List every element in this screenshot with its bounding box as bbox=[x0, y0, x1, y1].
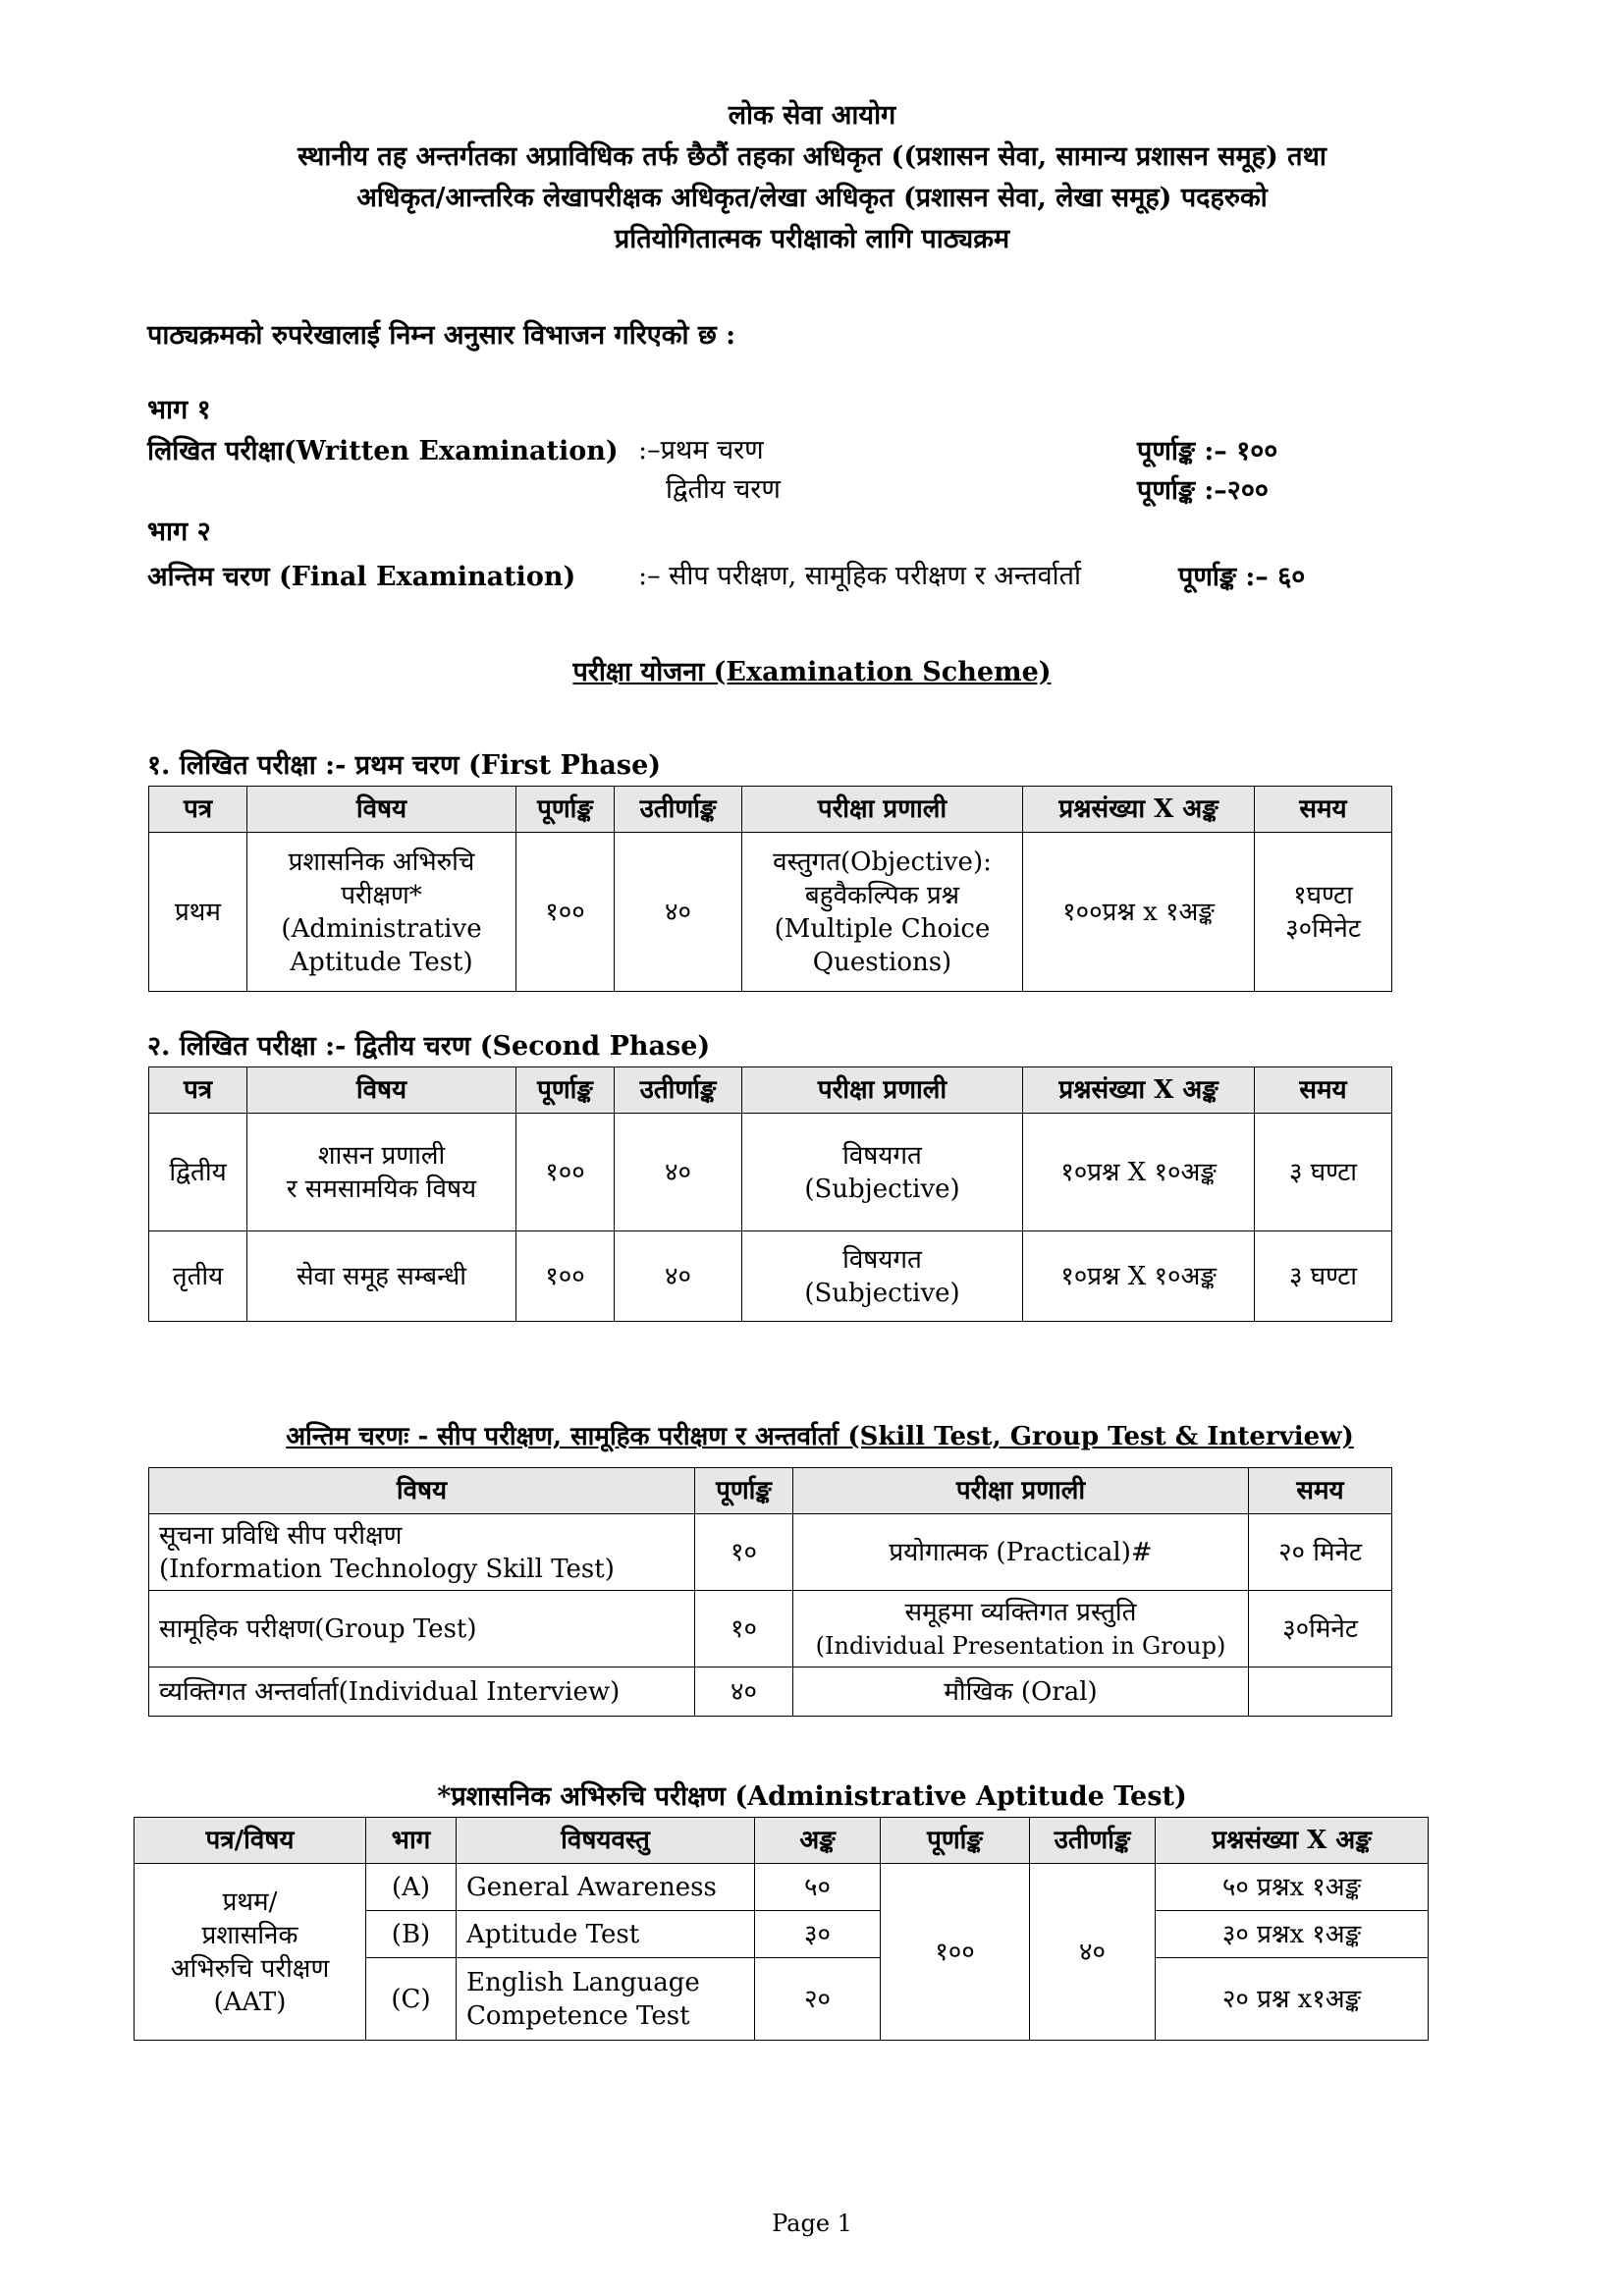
col-header: परीक्षा प्रणाली bbox=[793, 1468, 1249, 1514]
col-header: समय bbox=[1255, 787, 1392, 833]
subject-line: (Administrative bbox=[281, 913, 482, 944]
col-header: विषयवस्तु bbox=[457, 1818, 755, 1864]
time-cell: २० मिनेट bbox=[1249, 1514, 1392, 1591]
subject-line: (Information Technology Skill Test) bbox=[159, 1554, 615, 1584]
first-phase-heading: १. लिखित परीक्षा :- प्रथम चरण (First Phase) bbox=[147, 750, 662, 781]
content-line: English Language bbox=[466, 1967, 700, 1997]
content-cell: General Awareness bbox=[457, 1864, 755, 1911]
aat-heading: *प्रशासनिक अभिरुचि परीक्षण (Administrative Aptitude Test) bbox=[437, 1781, 1187, 1812]
paper-line: प्रथम/ bbox=[222, 1886, 278, 1917]
time-line: ३०मिनेट bbox=[1285, 913, 1361, 944]
table-row bbox=[149, 1231, 1392, 1322]
part2-heading: भाग २ bbox=[147, 517, 211, 547]
method-line: विषयगत bbox=[842, 1244, 922, 1275]
col-header: प्रश्नसंख्या X अङ्क bbox=[1156, 1818, 1429, 1864]
subject-line: परीक्षण* bbox=[341, 880, 422, 910]
method-cell: प्रयोगात्मक (Practical)# bbox=[793, 1514, 1249, 1591]
content-cell: Aptitude Test bbox=[457, 1911, 755, 1958]
marks-cell: ३० bbox=[755, 1911, 881, 1958]
col-header: अङ्क bbox=[755, 1818, 881, 1864]
pass-marks-cell: ४० bbox=[615, 1231, 742, 1322]
full-marks-cell: १० bbox=[695, 1514, 793, 1591]
col-header: पूर्णाङ्क bbox=[516, 1067, 615, 1114]
header-line-4: प्रतियोगितात्मक परीक्षाको लागि पाठ्यक्रम bbox=[614, 224, 1010, 254]
scheme-title: परीक्षा योजना (Examination Scheme) bbox=[572, 657, 1052, 687]
subject-line: शासन प्रणाली bbox=[317, 1140, 446, 1171]
col-header: विषय bbox=[149, 1468, 695, 1514]
subject-cell: सेवा समूह सम्बन्धी bbox=[247, 1231, 516, 1322]
question-marks-cell: १०प्रश्न X १०अङ्क bbox=[1023, 1114, 1255, 1231]
col-header: पत्र/विषय bbox=[135, 1818, 366, 1864]
method-cell bbox=[793, 1591, 1249, 1667]
table-row bbox=[149, 1667, 1392, 1717]
method-line: Questions) bbox=[812, 947, 952, 977]
paper-cell: तृतीय bbox=[149, 1231, 247, 1322]
full-marks-cell: १०० bbox=[881, 1864, 1030, 2041]
method-cell: मौखिक (Oral) bbox=[793, 1667, 1249, 1717]
method-line: समूहमा व्यक्तिगत प्रस्तुति bbox=[904, 1597, 1137, 1627]
question-marks-cell: १०प्रश्न X १०अङ्क bbox=[1023, 1231, 1255, 1322]
paper-line: अभिरुचि परीक्षण bbox=[170, 1953, 330, 1984]
question-marks-cell: ५० प्रश्नx १अङ्क bbox=[1156, 1864, 1429, 1911]
time-cell bbox=[1255, 833, 1392, 992]
full-marks-cell: १०० bbox=[516, 833, 615, 992]
col-header: प्रश्नसंख्या X अङ्क bbox=[1023, 1067, 1255, 1114]
question-marks-cell: २० प्रश्न x१अङ्क bbox=[1156, 1958, 1429, 2041]
table-row bbox=[135, 1864, 1429, 1911]
header-line-3: अधिकृत/आन्तरिक लेखापरीक्षक अधिकृत/लेखा अधिकृत (प्रशासन सेवा, लेखा समूह) पदहरुको bbox=[356, 183, 1268, 213]
method-line: बहुवैकल्पिक प्रश्न bbox=[804, 880, 960, 910]
col-header: समय bbox=[1249, 1468, 1392, 1514]
col-header: प्रश्नसंख्या X अङ्क bbox=[1023, 787, 1255, 833]
table-row bbox=[149, 1114, 1392, 1231]
part2-marks: पूर्णाङ्क :– ६० bbox=[1178, 562, 1306, 592]
table-row bbox=[149, 1514, 1392, 1591]
paper-cell: प्रथम bbox=[149, 833, 247, 992]
part-cell: (B) bbox=[366, 1911, 457, 1958]
marks-cell: २० bbox=[755, 1958, 881, 2041]
col-header: विषय bbox=[247, 1067, 516, 1114]
col-header: विषय bbox=[247, 787, 516, 833]
time-cell: ३ घण्टा bbox=[1255, 1231, 1392, 1322]
full-marks-cell: १० bbox=[695, 1591, 793, 1667]
col-header: पत्र bbox=[149, 1067, 247, 1114]
pass-marks-cell: ४० bbox=[1030, 1864, 1156, 2041]
col-header: परीक्षा प्रणाली bbox=[742, 787, 1023, 833]
question-marks-cell: १००प्रश्न x १अङ्क bbox=[1023, 833, 1255, 992]
col-header: उतीर्णाङ्क bbox=[615, 787, 742, 833]
pass-marks-cell: ४० bbox=[615, 833, 742, 992]
method-line: वस्तुगत(Objective): bbox=[773, 847, 992, 877]
method-cell bbox=[742, 1114, 1023, 1231]
part2-label: अन्तिम चरण (Final Examination) bbox=[147, 562, 576, 592]
subject-cell bbox=[149, 1514, 695, 1591]
part1-phase2: द्वितीय चरण bbox=[666, 474, 781, 505]
full-marks-cell: १०० bbox=[516, 1231, 615, 1322]
col-header: पूर्णाङ्क bbox=[695, 1468, 793, 1514]
final-phase-heading: अन्तिम चरणः - सीप परीक्षण, सामूहिक परीक्षण र अन्तर्वार्ता (Skill Test, Group Test & Interview) bbox=[286, 1422, 1354, 1451]
aat-table bbox=[134, 1817, 1429, 2041]
question-marks-cell: ३० प्रश्नx १अङ्क bbox=[1156, 1911, 1429, 1958]
paper-cell bbox=[135, 1864, 366, 2041]
subject-line: Aptitude Test) bbox=[290, 947, 473, 977]
paper-cell: द्वितीय bbox=[149, 1114, 247, 1231]
subject-cell: सामूहिक परीक्षण(Group Test) bbox=[149, 1591, 695, 1667]
col-header: उतीर्णाङ्क bbox=[615, 1067, 742, 1114]
second-phase-table bbox=[148, 1066, 1392, 1322]
part-cell: (A) bbox=[366, 1864, 457, 1911]
method-line: (Subjective) bbox=[804, 1278, 960, 1308]
content-cell bbox=[457, 1958, 755, 2041]
full-marks-cell: १०० bbox=[516, 1114, 615, 1231]
method-line: (Multiple Choice bbox=[774, 913, 991, 944]
col-header: परीक्षा प्रणाली bbox=[742, 1067, 1023, 1114]
part-cell: (C) bbox=[366, 1958, 457, 2041]
method-cell bbox=[742, 833, 1023, 992]
method-cell bbox=[742, 1231, 1023, 1322]
part1-phase2-marks: पूर्णाङ्क :–२०० bbox=[1137, 475, 1269, 506]
col-header: पूर्णाङ्क bbox=[516, 787, 615, 833]
part1-phase1: :–प्रथम चरण bbox=[638, 435, 764, 465]
first-phase-table bbox=[148, 786, 1392, 992]
subject-cell: व्यक्तिगत अन्तर्वार्ता(Individual Interview) bbox=[149, 1667, 695, 1717]
paper-line: (AAT) bbox=[213, 1987, 287, 2017]
col-header: भाग bbox=[366, 1818, 457, 1864]
time-cell bbox=[1249, 1667, 1392, 1717]
content-line: Competence Test bbox=[466, 2000, 690, 2031]
method-line: (Individual Presentation in Group) bbox=[815, 1631, 1226, 1660]
col-header: पत्र bbox=[149, 787, 247, 833]
subject-line: र समसामयिक विषय bbox=[286, 1174, 477, 1204]
part2-desc: :– सीप परीक्षण, सामूहिक परीक्षण र अन्तर्वार्ता bbox=[638, 561, 1081, 591]
time-cell: ३०मिनेट bbox=[1249, 1591, 1392, 1667]
subject-cell bbox=[247, 833, 516, 992]
table-row bbox=[149, 1591, 1392, 1667]
time-cell: ३ घण्टा bbox=[1255, 1114, 1392, 1231]
part1-heading: भाग १ bbox=[147, 395, 211, 425]
page-number: Page 1 bbox=[772, 2210, 852, 2237]
part1-phase1-marks: पूर्णाङ्क :– १०० bbox=[1137, 436, 1278, 466]
header-line-2: स्थानीय तह अन्तर्गतका अप्राविधिक तर्फ छैठौं तहका अधिकृत ((प्रशासन सेवा, सामान्य प्रशासन समूह) तथा bbox=[298, 141, 1326, 172]
col-header: उतीर्णाङ्क bbox=[1030, 1818, 1156, 1864]
part1-label: लिखित परीक्षा(Written Examination) bbox=[147, 436, 619, 466]
second-phase-heading: २. लिखित परीक्षा :- द्वितीय चरण (Second Phase) bbox=[147, 1031, 711, 1062]
pass-marks-cell: ४० bbox=[615, 1114, 742, 1231]
org-title: लोक सेवा आयोग bbox=[728, 100, 896, 131]
table-row bbox=[149, 833, 1392, 992]
subject-line: प्रशासनिक अभिरुचि bbox=[288, 847, 475, 877]
col-header: समय bbox=[1255, 1067, 1392, 1114]
method-line: (Subjective) bbox=[804, 1174, 960, 1204]
full-marks-cell: ४० bbox=[695, 1667, 793, 1717]
marks-cell: ५० bbox=[755, 1864, 881, 1911]
time-line: १घण्टा bbox=[1293, 880, 1353, 910]
method-line: विषयगत bbox=[842, 1140, 922, 1171]
intro-text: पाठ्यक्रमको रुपरेखालाई निम्न अनुसार विभाजन गरिएको छ : bbox=[147, 320, 736, 351]
subject-line: सूचना प्रविधि सीप परीक्षण bbox=[159, 1520, 403, 1551]
col-header: पूर्णाङ्क bbox=[881, 1818, 1030, 1864]
final-phase-table bbox=[148, 1467, 1392, 1717]
subject-cell bbox=[247, 1114, 516, 1231]
paper-line: प्रशासनिक bbox=[201, 1920, 298, 1950]
